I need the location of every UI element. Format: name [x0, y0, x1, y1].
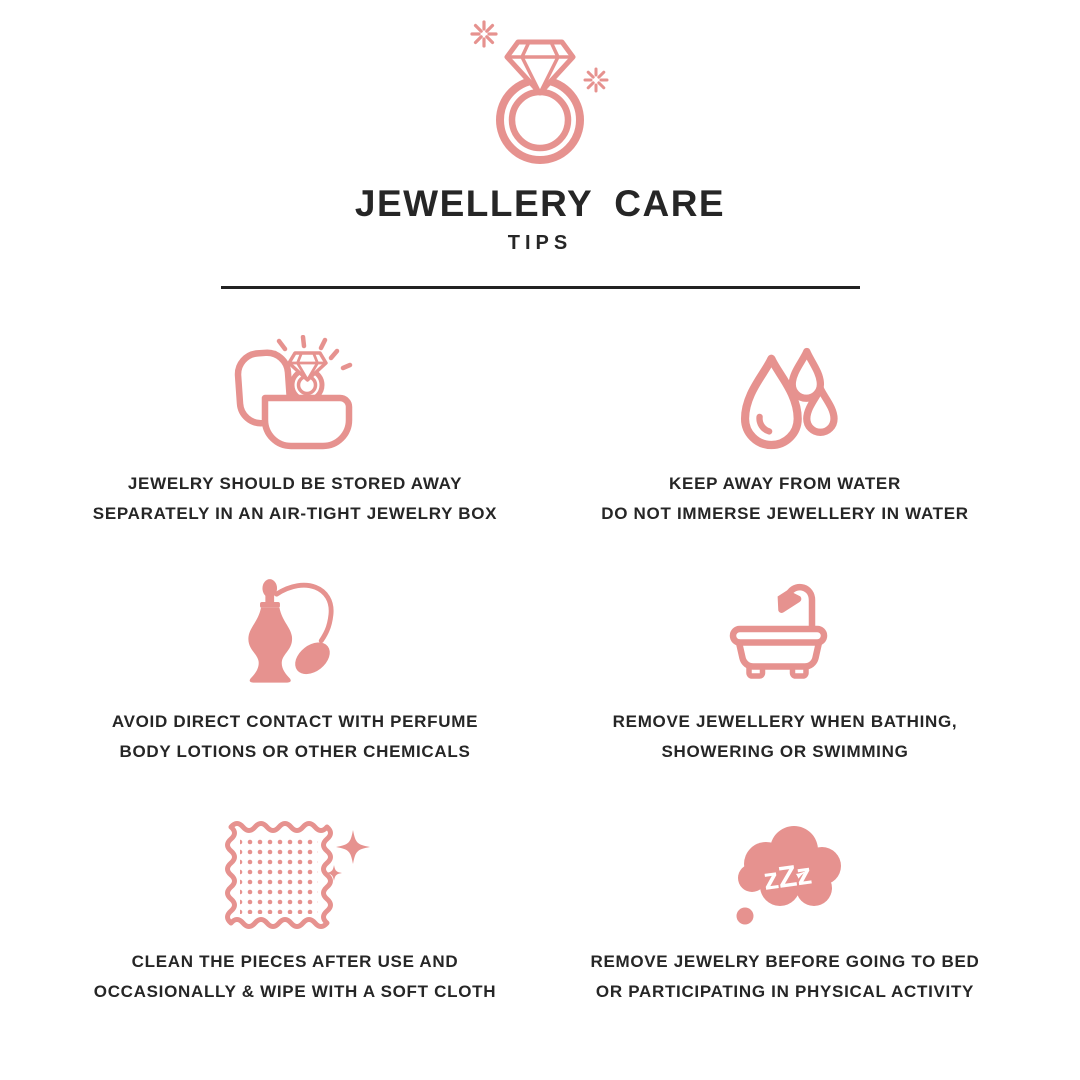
tip-caption-line: DO NOT IMMERSE JEWELLERY IN WATER: [601, 504, 969, 523]
tip-storage: [50, 335, 540, 529]
tip-caption-line: REMOVE JEWELLERY WHEN BATHING,: [612, 712, 958, 731]
tip-caption-line: BODY LOTIONS OR OTHER CHEMICALS: [119, 742, 471, 761]
tip-perfume: [50, 573, 540, 767]
tip-bathing: [540, 573, 1030, 767]
polishing-cloth-icon: [215, 817, 375, 931]
sparkle-icon: [336, 830, 370, 864]
zzz-text: zZz: [761, 857, 814, 897]
sparkle-icon: [472, 22, 496, 46]
page-subtitle: TIPS: [507, 232, 573, 254]
tip-caption-line: JEWELRY SHOULD BE STORED AWAY: [127, 474, 463, 493]
diamond-ring-icon: [461, 14, 621, 164]
sparkle-icon: [585, 69, 607, 91]
tip-water: [540, 335, 1030, 529]
tip-sleep: [540, 813, 1030, 1007]
ring-box-icon: [229, 335, 361, 457]
tip-caption-line: REMOVE JEWELRY BEFORE GOING TO BED: [590, 952, 980, 971]
tip-caption-line: CLEAN THE PIECES AFTER USE AND: [131, 952, 459, 971]
tip-caption-line: KEEP AWAY FROM WATER: [669, 474, 901, 493]
page-title: JEWELLERY CARE: [354, 183, 726, 224]
tip-caption-line: SEPARATELY IN AN AIR-TIGHT JEWELRY BOX: [92, 504, 498, 523]
divider: [221, 286, 860, 289]
sleep-cloud-icon: [720, 818, 850, 930]
tip-caption-line: OR PARTICIPATING IN PHYSICAL ACTIVITY: [595, 982, 975, 1001]
perfume-atomizer-icon: [227, 575, 363, 693]
tip-caption-line: SHOWERING OR SWIMMING: [661, 742, 909, 761]
tip-cleaning: [50, 813, 540, 1007]
bathtub-shower-icon: [720, 574, 850, 694]
tip-caption-line: OCCASIONALLY & WIPE WITH A SOFT CLOTH: [93, 982, 497, 1001]
tip-caption-line: AVOID DIRECT CONTACT WITH PERFUME: [111, 712, 479, 731]
water-drops-icon: [724, 337, 846, 455]
